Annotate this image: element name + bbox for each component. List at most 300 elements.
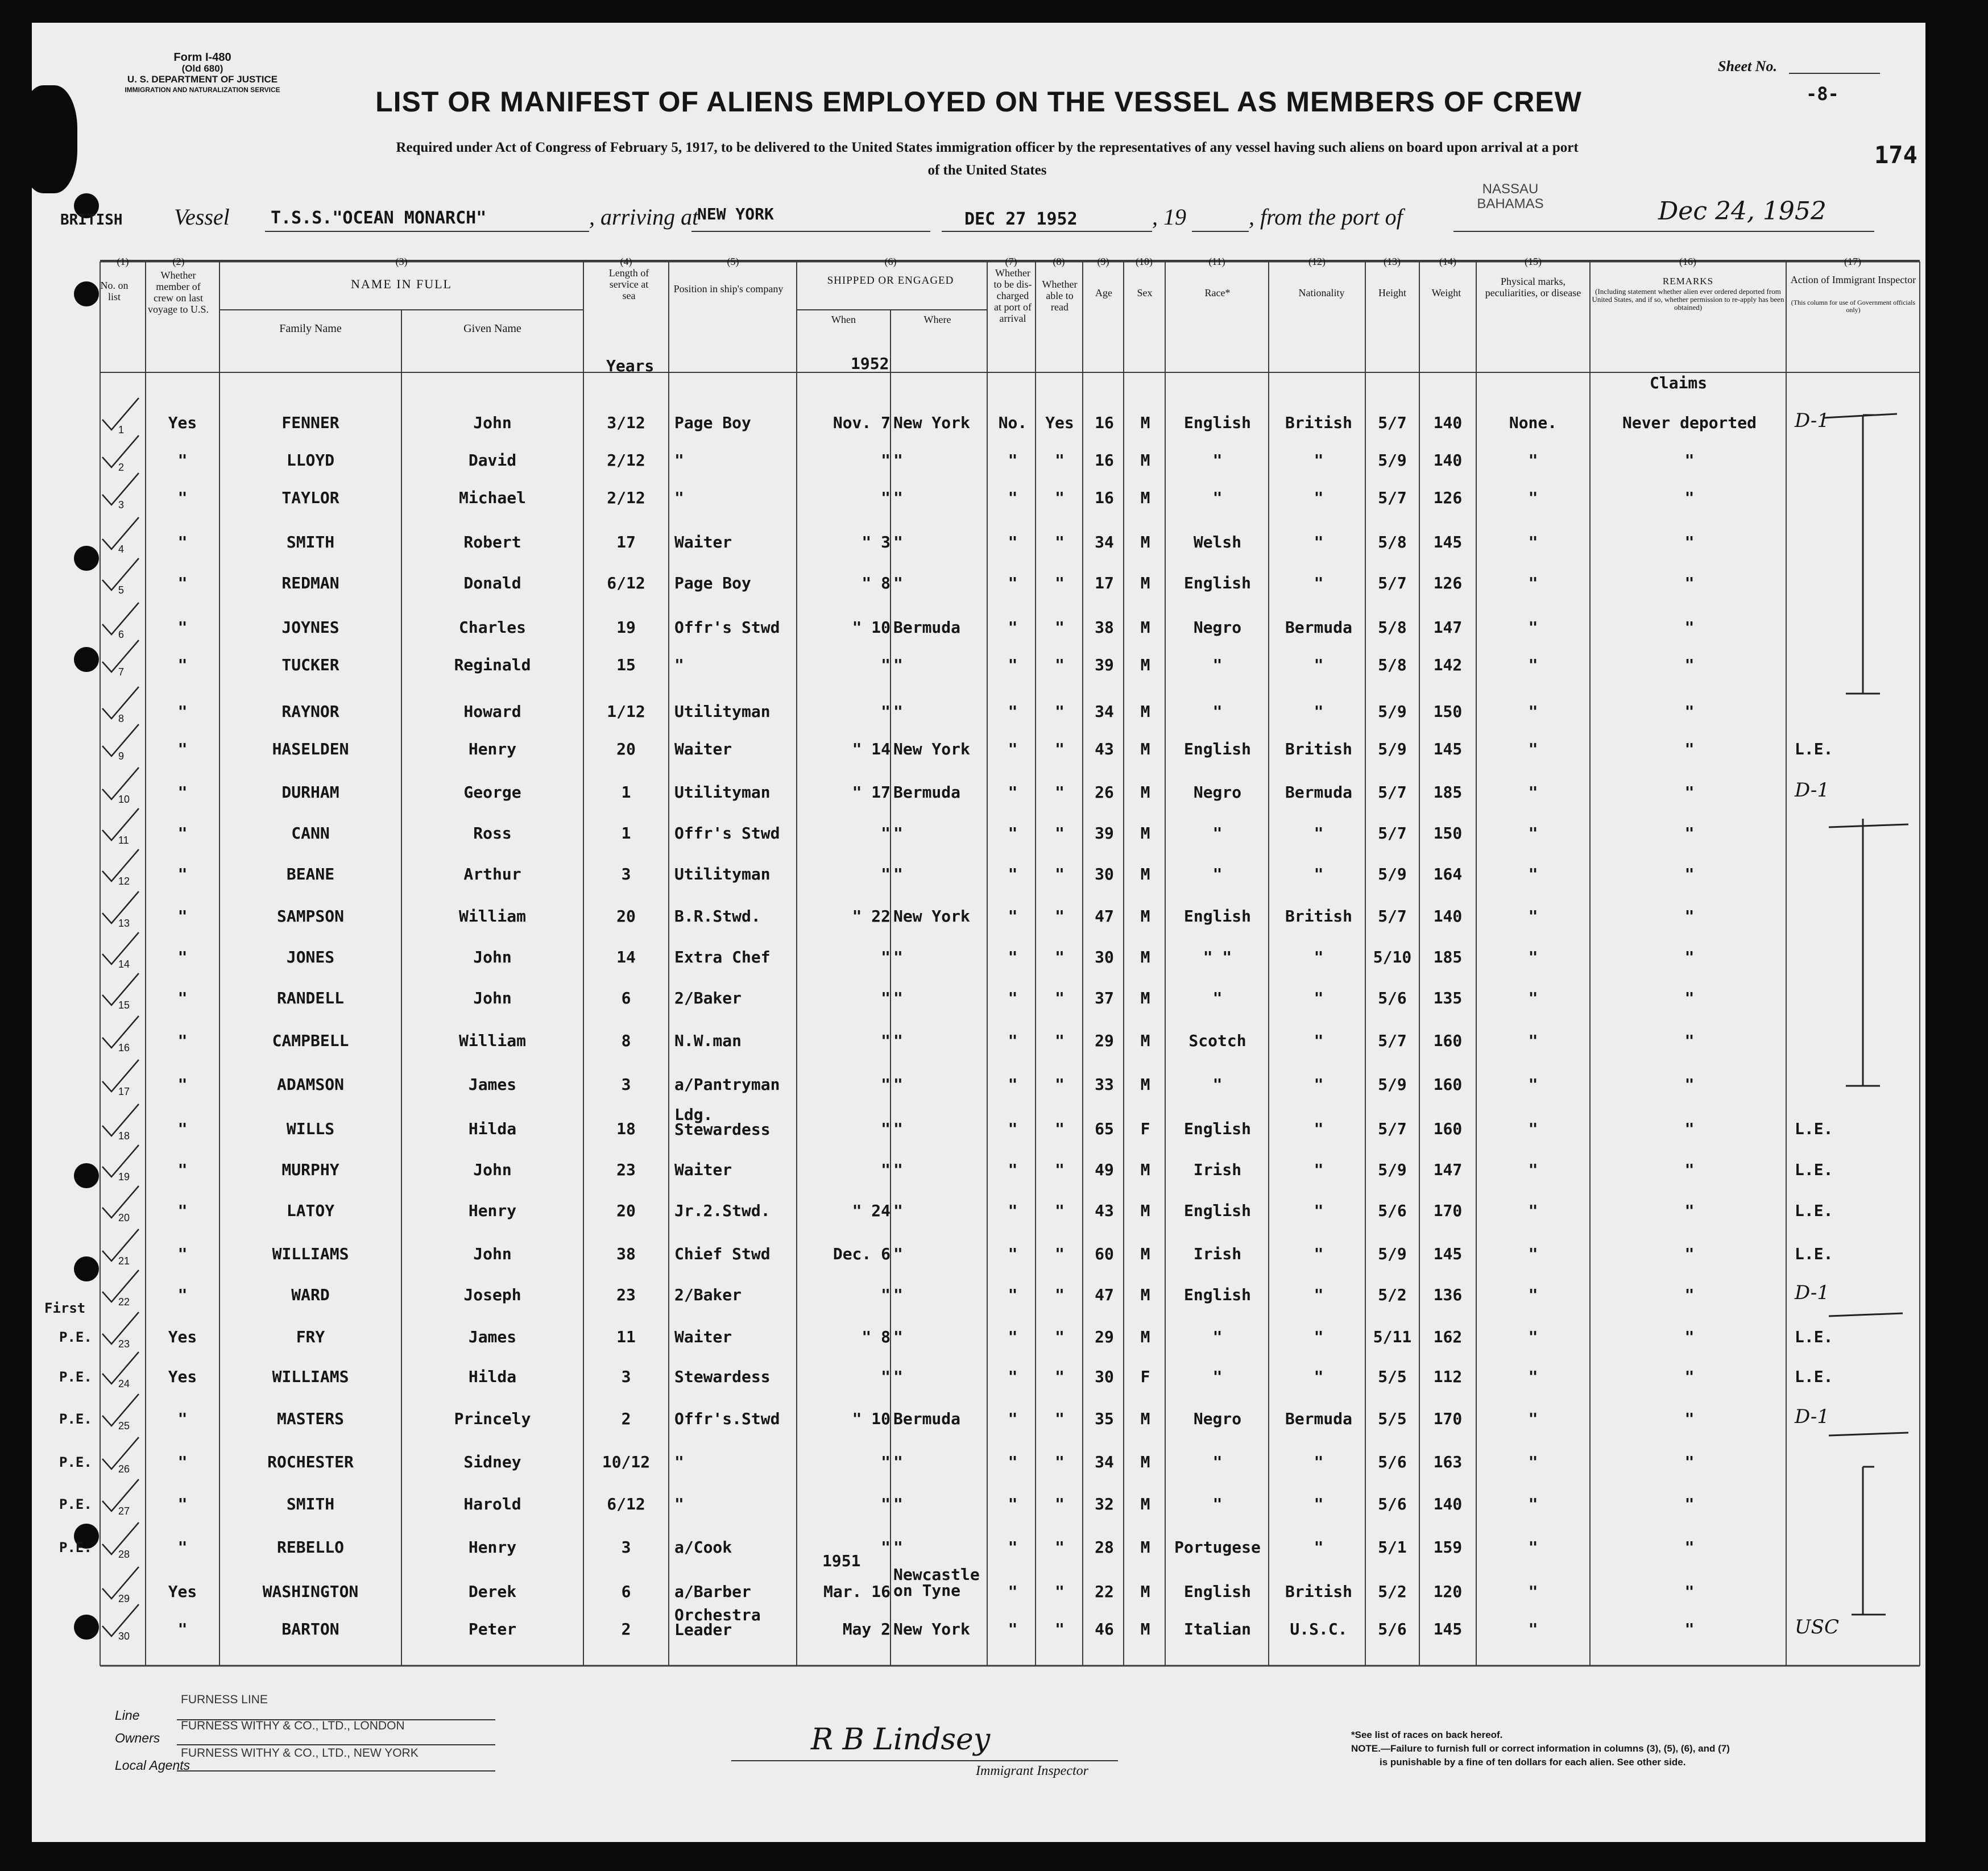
cell-when: " 3 — [862, 533, 891, 551]
cell-member: " — [177, 740, 188, 758]
column-number: (13) — [1384, 256, 1401, 267]
cell-service: 17 — [616, 533, 636, 551]
cell-sex: M — [1140, 989, 1150, 1007]
cell-remarks: Never deported — [1622, 413, 1757, 432]
cell-sex: M — [1140, 1244, 1150, 1263]
check-mark-icon — [98, 555, 143, 595]
cell-weight: 140 — [1433, 413, 1463, 432]
cell-when: " — [881, 1367, 891, 1386]
cell-marks: " — [1528, 1367, 1538, 1386]
cell-disch: " — [1008, 740, 1018, 758]
check-mark-icon — [98, 764, 143, 804]
cell-given: Robert — [463, 533, 521, 551]
cell-disch: " — [1008, 656, 1018, 674]
cell-disch: " — [1008, 1409, 1018, 1428]
cell-where: " — [893, 451, 903, 470]
cell-where: " — [893, 989, 903, 1007]
cell-where: " — [893, 574, 903, 592]
row-number: 21 — [118, 1255, 130, 1267]
cell-age: 46 — [1095, 1620, 1114, 1638]
cell-family: CANN — [291, 824, 330, 843]
cell-member: " — [177, 1453, 188, 1471]
claims-label: Claims — [1650, 374, 1708, 392]
cell-member: " — [177, 783, 188, 802]
cell-height: 5/7 — [1378, 574, 1407, 592]
cell-marks: " — [1528, 783, 1538, 802]
cell-sex: M — [1140, 824, 1150, 843]
cell-height: 5/9 — [1378, 740, 1407, 758]
cell-given: John — [473, 948, 512, 966]
cell-weight: 112 — [1433, 1367, 1463, 1386]
cell-marks: " — [1528, 1244, 1538, 1263]
line-label: Line — [115, 1708, 140, 1723]
cell-age: 34 — [1095, 1453, 1114, 1471]
column-number: (3) — [395, 256, 408, 267]
cell-when: " — [881, 702, 891, 721]
cell-remarks: " — [1684, 1201, 1695, 1220]
check-mark-icon — [98, 1056, 143, 1096]
check-mark-icon — [98, 1013, 143, 1052]
cell-remarks: " — [1684, 1327, 1695, 1346]
cell-nat: " — [1314, 824, 1324, 843]
cell-disch: " — [1008, 1538, 1018, 1557]
cell-remarks: " — [1684, 1031, 1695, 1050]
cell-read: " — [1055, 1367, 1065, 1386]
cell-given: Hilda — [468, 1367, 517, 1386]
cell-height: 5/6 — [1378, 1495, 1407, 1513]
cell-disch: " — [1008, 1367, 1018, 1386]
cell-position: Waiter — [674, 533, 732, 551]
check-mark-icon — [98, 721, 143, 761]
inspector-action: L.E. — [1795, 1244, 1833, 1263]
col-header-discharged: Whether to be dis-charged at port of arrival — [993, 267, 1032, 324]
row-number: 17 — [118, 1086, 130, 1097]
col-header-member: Whether member of crew on last voyage to U.S. — [148, 269, 209, 315]
cell-disch: " — [1008, 702, 1018, 721]
cell-nat: Bermuda — [1285, 1409, 1352, 1428]
cell-weight: 170 — [1433, 1409, 1463, 1428]
cell-nat: " — [1314, 865, 1324, 883]
check-mark-icon — [98, 514, 143, 554]
cell-sex: M — [1140, 740, 1150, 758]
cell-height: 5/2 — [1378, 1582, 1407, 1601]
col-header-race: Race* — [1204, 287, 1231, 298]
check-mark-icon — [98, 395, 143, 434]
cell-remarks: " — [1684, 824, 1695, 843]
cell-race: Irish — [1193, 1160, 1242, 1179]
cell-read: " — [1055, 1538, 1065, 1557]
cell-member: " — [177, 907, 188, 926]
cell-weight: 140 — [1433, 907, 1463, 926]
cell-height: 5/9 — [1378, 702, 1407, 721]
punch-hole — [74, 1163, 99, 1188]
cell-nat: U.S.C. — [1290, 1620, 1348, 1638]
subtitle-line-1: Required under Act of Congress of February 5, 1917, to be delivered to the United States immigration officer by the representatives of any vessel having such aliens on board upon arrival at a port — [396, 140, 1579, 155]
check-mark-icon — [98, 432, 143, 472]
check-mark-icon — [98, 599, 143, 639]
cell-read: " — [1055, 1201, 1065, 1220]
cell-disch: " — [1008, 948, 1018, 966]
cell-nat: " — [1314, 574, 1324, 592]
cell-weight: 160 — [1433, 1031, 1463, 1050]
cell-service: 23 — [616, 1160, 636, 1179]
cell-disch: " — [1008, 1244, 1018, 1263]
cell-where: " — [893, 1367, 903, 1386]
col-header-family: Family Name — [279, 322, 342, 335]
cell-service: 14 — [616, 948, 636, 966]
cell-family: WILLS — [286, 1119, 335, 1138]
cell-marks: " — [1528, 907, 1538, 926]
cell-height: 5/5 — [1378, 1409, 1407, 1428]
cell-race: " — [1212, 989, 1223, 1007]
cell-sex: M — [1140, 865, 1150, 883]
cell-given: Derek — [468, 1582, 517, 1601]
cell-member: " — [177, 533, 188, 551]
cell-age: 65 — [1095, 1119, 1114, 1138]
cell-service: 2 — [621, 1620, 631, 1638]
col-header-no: No. on list — [100, 280, 129, 302]
cell-when: " — [881, 989, 891, 1007]
cell-family: DURHAM — [281, 783, 339, 802]
cell-family: RAYNOR — [281, 702, 339, 721]
cell-service: 3 — [621, 865, 631, 883]
cell-read: " — [1055, 1582, 1065, 1601]
vessel-label: Vessel — [174, 204, 230, 230]
cell-position: Offr's Stwd — [674, 824, 780, 843]
cell-height: 5/7 — [1378, 1031, 1407, 1050]
cell-when: " 17 — [852, 783, 891, 802]
cell-where: Bermuda — [893, 783, 961, 802]
cell-race: English — [1183, 907, 1251, 926]
column-number: (14) — [1439, 256, 1456, 267]
cell-given: Peter — [468, 1620, 517, 1638]
cell-given: William — [458, 1031, 526, 1050]
cell-where: " — [893, 1495, 903, 1513]
arriving-port: NEW YORK — [697, 205, 774, 223]
cell-position: " — [674, 1495, 684, 1513]
cell-nat: " — [1314, 1119, 1324, 1138]
cell-when: " — [881, 824, 891, 843]
cell-race: " — [1212, 488, 1223, 507]
row-number: 28 — [118, 1549, 130, 1560]
cell-service: 1 — [621, 824, 631, 843]
inspector-action: L.E. — [1795, 1327, 1833, 1346]
cell-given: Ross — [473, 824, 512, 843]
cell-given: Sidney — [463, 1453, 521, 1471]
cell-race: Italian — [1183, 1620, 1251, 1638]
cell-where: New York — [893, 907, 970, 926]
cell-member: Yes — [168, 413, 197, 432]
row-number: 26 — [118, 1463, 130, 1475]
cell-remarks: " — [1684, 1538, 1695, 1557]
cell-race: Irish — [1193, 1244, 1242, 1263]
cell-height: 5/9 — [1378, 1160, 1407, 1179]
cell-given: Michael — [458, 488, 526, 507]
sheet-number-label: Sheet No. — [1718, 58, 1777, 74]
cell-service: 3/12 — [607, 413, 645, 432]
check-mark-icon — [98, 1226, 143, 1266]
cell-height: 5/9 — [1378, 865, 1407, 883]
cell-disch: " — [1008, 783, 1018, 802]
cell-age: 22 — [1095, 1582, 1114, 1601]
col-header-name: NAME IN FULL — [351, 277, 452, 291]
cell-race: English — [1183, 574, 1251, 592]
year-1951: 1951 — [822, 1551, 861, 1570]
row-number: 6 — [118, 629, 125, 640]
cell-member: " — [177, 1495, 188, 1513]
cell-position: 2/Baker — [674, 1285, 742, 1304]
cell-read: " — [1055, 1160, 1065, 1179]
cell-where: " — [893, 948, 903, 966]
page-subtitle — [163, 136, 1812, 182]
cell-member: Yes — [168, 1582, 197, 1601]
cell-read: " — [1055, 740, 1065, 758]
cell-race: " — [1212, 824, 1223, 843]
cell-family: MASTERS — [276, 1409, 344, 1428]
cell-race: " — [1212, 1367, 1223, 1386]
cell-given: George — [463, 783, 521, 802]
cell-position: Page Boy — [674, 413, 751, 432]
cell-disch: " — [1008, 1620, 1018, 1638]
cell-read: " — [1055, 1031, 1065, 1050]
cell-weight: 162 — [1433, 1327, 1463, 1346]
row-number: 27 — [118, 1505, 130, 1517]
cell-remarks: " — [1684, 618, 1695, 637]
check-mark-icon — [98, 1476, 143, 1516]
cell-weight: 136 — [1433, 1285, 1463, 1304]
cell-sex: M — [1140, 1327, 1150, 1346]
row-number: 18 — [118, 1130, 130, 1142]
margin-note-first: First — [44, 1300, 86, 1316]
cell-disch: " — [1008, 1160, 1018, 1179]
check-mark-icon — [98, 1142, 143, 1181]
check-mark-icon — [98, 1349, 143, 1388]
cell-read: " — [1055, 865, 1065, 883]
cell-remarks: " — [1684, 1160, 1695, 1179]
cell-service: 3 — [621, 1367, 631, 1386]
vessel-name: T.S.S."OCEAN MONARCH" — [271, 208, 487, 228]
cell-service: 23 — [616, 1285, 636, 1304]
column-number: (16) — [1679, 256, 1696, 267]
inspector-label: Immigrant Inspector — [976, 1764, 1088, 1778]
cell-nat: " — [1314, 948, 1324, 966]
cell-height: 5/6 — [1378, 989, 1407, 1007]
year-underline — [1192, 231, 1249, 232]
cell-marks: " — [1528, 656, 1538, 674]
cell-remarks: " — [1684, 1119, 1695, 1138]
cell-race: " — [1212, 1495, 1223, 1513]
cell-age: 34 — [1095, 702, 1114, 721]
cell-where: " — [893, 1327, 903, 1346]
cell-height: 5/8 — [1378, 656, 1407, 674]
cell-read: " — [1055, 1495, 1065, 1513]
cell-member: " — [177, 865, 188, 883]
cell-weight: 160 — [1433, 1075, 1463, 1094]
cell-service: 2/12 — [607, 451, 645, 470]
col-header-weight: Weight — [1431, 287, 1461, 298]
row-number: 3 — [118, 499, 125, 511]
inspector-action: D-1 — [1795, 779, 1830, 802]
cell-service: 19 — [616, 618, 636, 637]
cell-given: Henry — [468, 740, 517, 758]
cell-family: RANDELL — [276, 989, 344, 1007]
cell-sex: M — [1140, 1582, 1150, 1601]
cell-given: James — [468, 1327, 517, 1346]
cell-nat: " — [1314, 451, 1324, 470]
cell-family: JONES — [286, 948, 335, 966]
cell-member: " — [177, 948, 188, 966]
cell-service: 20 — [616, 907, 636, 926]
cell-where: " — [893, 1119, 903, 1138]
cell-age: 32 — [1095, 1495, 1114, 1513]
cell-member: " — [177, 1160, 188, 1179]
cell-position: Waiter — [674, 1327, 732, 1346]
cell-member: " — [177, 656, 188, 674]
cell-age: 16 — [1095, 451, 1114, 470]
cell-position: a/Barber — [674, 1582, 751, 1601]
cell-marks: " — [1528, 702, 1538, 721]
margin-note-pe: P.E. — [59, 1411, 92, 1427]
cell-member: " — [177, 1285, 188, 1304]
cell-marks: " — [1528, 1453, 1538, 1471]
cell-service: 8 — [621, 1031, 631, 1050]
cell-weight: 135 — [1433, 989, 1463, 1007]
cell-when: " — [881, 865, 891, 883]
row-number: 1 — [118, 424, 125, 435]
row-number: 2 — [118, 462, 125, 473]
cell-remarks: " — [1684, 1075, 1695, 1094]
cell-read: " — [1055, 702, 1065, 721]
cell-nat: British — [1285, 740, 1352, 758]
cell-where: " — [893, 1075, 903, 1094]
cell-sex: M — [1140, 574, 1150, 592]
check-mark-icon — [98, 1563, 143, 1603]
cell-marks: " — [1528, 740, 1538, 758]
cell-height: 5/8 — [1378, 533, 1407, 551]
cell-where: Bermuda — [893, 618, 961, 637]
cell-weight: 126 — [1433, 574, 1463, 592]
row-number: 22 — [118, 1296, 130, 1308]
cell-height: 5/7 — [1378, 907, 1407, 926]
row-number: 29 — [118, 1593, 130, 1604]
cell-when: Nov. 7 — [833, 413, 891, 432]
cell-where: New York — [893, 413, 970, 432]
cell-age: 30 — [1095, 865, 1114, 883]
inspector-action: D-1 — [1795, 1281, 1830, 1304]
cell-read: " — [1055, 1244, 1065, 1263]
cell-read: " — [1055, 783, 1065, 802]
cell-family: FENNER — [281, 413, 339, 432]
cell-disch: " — [1008, 574, 1018, 592]
inspector-action: D-1 — [1795, 409, 1830, 432]
cell-family: MURPHY — [281, 1160, 339, 1179]
cell-when: " — [881, 1031, 891, 1050]
cell-nat: " — [1314, 702, 1324, 721]
row-number: 14 — [118, 959, 130, 970]
cell-weight: 147 — [1433, 618, 1463, 637]
cell-disch: " — [1008, 989, 1018, 1007]
cell-read: " — [1055, 1453, 1065, 1471]
cell-remarks: " — [1684, 740, 1695, 758]
cell-service: 6 — [621, 1582, 631, 1601]
department: U. S. DEPARTMENT OF JUSTICE — [127, 74, 278, 85]
margin-note-pe: P.E. — [59, 1369, 92, 1385]
cell-position: B.R.Stwd. — [674, 907, 761, 926]
cell-family: SAMPSON — [276, 907, 344, 926]
cell-disch: " — [1008, 1031, 1018, 1050]
cell-sex: M — [1140, 1453, 1150, 1471]
cell-race: " " — [1203, 948, 1232, 966]
cell-nat: " — [1314, 1285, 1324, 1304]
cell-when: " — [881, 1119, 891, 1138]
form-number: Form I-480 — [173, 51, 231, 64]
cell-nat: " — [1314, 1327, 1324, 1346]
cell-position: Extra Chef — [674, 948, 771, 966]
check-mark-icon — [98, 970, 143, 1010]
cell-nat: British — [1285, 413, 1352, 432]
cell-height: 5/2 — [1378, 1285, 1407, 1304]
cell-remarks: " — [1684, 1582, 1695, 1601]
row-number: 23 — [118, 1338, 130, 1350]
cell-where: " — [893, 656, 903, 674]
inspector-action: L.E. — [1795, 1160, 1833, 1179]
cell-position: Utilityman — [674, 865, 771, 883]
cell-when: " — [881, 656, 891, 674]
cell-service: 15 — [616, 656, 636, 674]
signature-line — [731, 1760, 1118, 1761]
cell-weight: 150 — [1433, 824, 1463, 843]
cell-when: " — [881, 1160, 891, 1179]
cell-marks: " — [1528, 1285, 1538, 1304]
vessel-underline — [265, 231, 589, 232]
check-mark-icon — [98, 888, 143, 928]
row-number: 16 — [118, 1042, 130, 1053]
cell-when: " — [881, 451, 891, 470]
cell-read: " — [1055, 574, 1065, 592]
cell-nat: " — [1314, 1453, 1324, 1471]
cell-disch: " — [1008, 1075, 1018, 1094]
cell-weight: 164 — [1433, 865, 1463, 883]
cell-family: REDMAN — [281, 574, 339, 592]
cell-family: WILLIAMS — [272, 1367, 349, 1386]
cell-age: 29 — [1095, 1327, 1114, 1346]
cell-position: Chief Stwd — [674, 1244, 771, 1263]
column-number: (2) — [172, 256, 185, 267]
cell-position: Utilityman — [674, 702, 771, 721]
subtitle-line-2: of the United States — [927, 163, 1047, 178]
margin-note-pe: P.E. — [59, 1496, 92, 1512]
cell-sex: M — [1140, 907, 1150, 926]
cell-marks: " — [1528, 618, 1538, 637]
cell-given: Henry — [468, 1201, 517, 1220]
cell-weight: 126 — [1433, 488, 1463, 507]
form-old-number: (Old 680) — [181, 63, 223, 74]
cell-remarks: " — [1684, 1285, 1695, 1304]
col-header-shipped: SHIPPED OR ENGAGED — [827, 275, 954, 287]
cell-marks: " — [1528, 1538, 1538, 1557]
cell-weight: 145 — [1433, 533, 1463, 551]
check-mark-icon — [98, 929, 143, 969]
col-header-when: When — [831, 314, 856, 325]
cell-member: " — [177, 989, 188, 1007]
cell-when: Dec. 6 — [833, 1244, 891, 1263]
cell-nat: " — [1314, 488, 1324, 507]
cell-where: " — [893, 1285, 903, 1304]
cell-sex: M — [1140, 1620, 1150, 1638]
cell-where: New York — [893, 740, 970, 758]
cell-family: FRY — [296, 1327, 325, 1346]
cell-marks: " — [1528, 1620, 1538, 1638]
